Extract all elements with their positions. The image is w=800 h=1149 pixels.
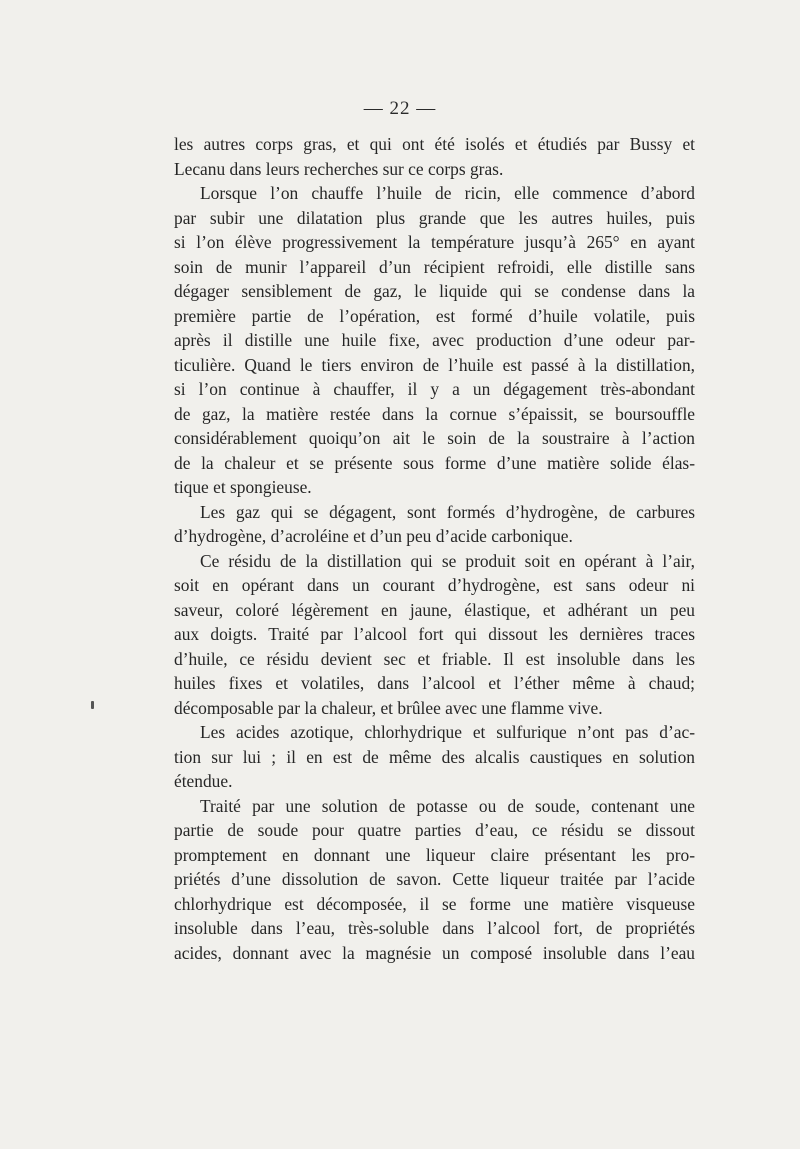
text-line: les autres corps gras, et qui ont été isolés et étudiés par Bussy et <box>174 134 695 154</box>
text-line: insoluble dans l’eau, très-soluble dans l’alcool fort, de propriétés <box>174 918 695 938</box>
text-line: Traité par une solution de potasse ou de soude, contenant une <box>200 795 695 816</box>
text-line: acides, donnant avec la magnésie un composé insoluble dans l’eau <box>174 942 695 963</box>
margin-mark <box>91 701 94 709</box>
text-line: première partie de l’opération, est formé d’huile volatile, puis <box>174 305 695 326</box>
text-line: par subir une dilatation plus grande que les autres huiles, puis <box>174 207 695 228</box>
text-line: Lecanu dans leurs recherches sur ce corps gras. <box>174 158 504 179</box>
text-line: tion sur lui ; il en est de même des alcalis caustiques en solution <box>174 746 695 767</box>
text-line: chlorhydrique est décomposée, il se forme une matière visqueuse <box>174 893 695 914</box>
text-line: Les acides azotique, chlorhydrique et sulfurique n’ont pas d’ac- <box>200 722 695 742</box>
text-line: soit en opérant dans un courant d’hydrogène, est sans odeur ni <box>174 575 695 595</box>
text-line: soin de munir l’appareil d’un récipient refroidi, elle distille sans <box>174 256 695 277</box>
text-line: de gaz, la matière restée dans la cornue s’épaissit, se boursouffle <box>174 403 695 424</box>
text-line: priétés d’une dissolution de savon. Cette liqueur traitée par l’acide <box>174 869 695 889</box>
text-line: dégager sensiblement de gaz, le liquide qui se condense dans la <box>174 281 695 301</box>
text-line: promptement en donnant une liqueur claire présentant les pro- <box>174 844 695 865</box>
text-line: Ce résidu de la distillation qui se produit soit en opérant à l’air, <box>200 550 695 571</box>
text-line: Les gaz qui se dégagent, sont formés d’hydrogène, de carbures <box>200 501 695 522</box>
text-line: considérablement quoiqu’on ait le soin de la soustraire à l’action <box>174 428 695 448</box>
text-line: de la chaleur et se présente sous forme d’une matière solide élas- <box>174 452 695 473</box>
text-line: si l’on continue à chauffer, il y a un dégagement très-abondant <box>174 379 695 399</box>
text-line: ticulière. Quand le tiers environ de l’huile est passé à la distillation, <box>174 354 695 375</box>
text-line: tique et spongieuse. <box>174 477 312 497</box>
text-line: d’hydrogène, d’acroléine et d’un peu d’acide carbonique. <box>174 526 573 546</box>
text-line: après il distille une huile fixe, avec production d’une odeur par- <box>174 330 695 350</box>
text-line: si l’on élève progressivement la température jusqu’à 265° en ayant <box>174 232 695 252</box>
body-text <box>174 132 695 965</box>
text-line: huiles fixes et volatiles, dans l’alcool et l’éther même à chaud; <box>174 673 695 693</box>
text-line: partie de soude pour quatre parties d’eau, ce résidu se dissout <box>174 820 695 840</box>
text-line: décomposable par la chaleur, et brûlee avec une flamme vive. <box>174 697 603 718</box>
text-line: Lorsque l’on chauffe l’huile de ricin, elle commence d’abord <box>200 183 695 203</box>
text-line: d’huile, ce résidu devient sec et friable. Il est insoluble dans les <box>174 648 695 669</box>
text-line: aux doigts. Traité par l’alcool fort qui dissout les dernières traces <box>174 624 695 644</box>
text-line: saveur, coloré légèrement en jaune, élastique, et adhérant un peu <box>174 599 695 620</box>
text-line: étendue. <box>174 771 233 791</box>
page-number: — 22 — <box>363 98 437 119</box>
